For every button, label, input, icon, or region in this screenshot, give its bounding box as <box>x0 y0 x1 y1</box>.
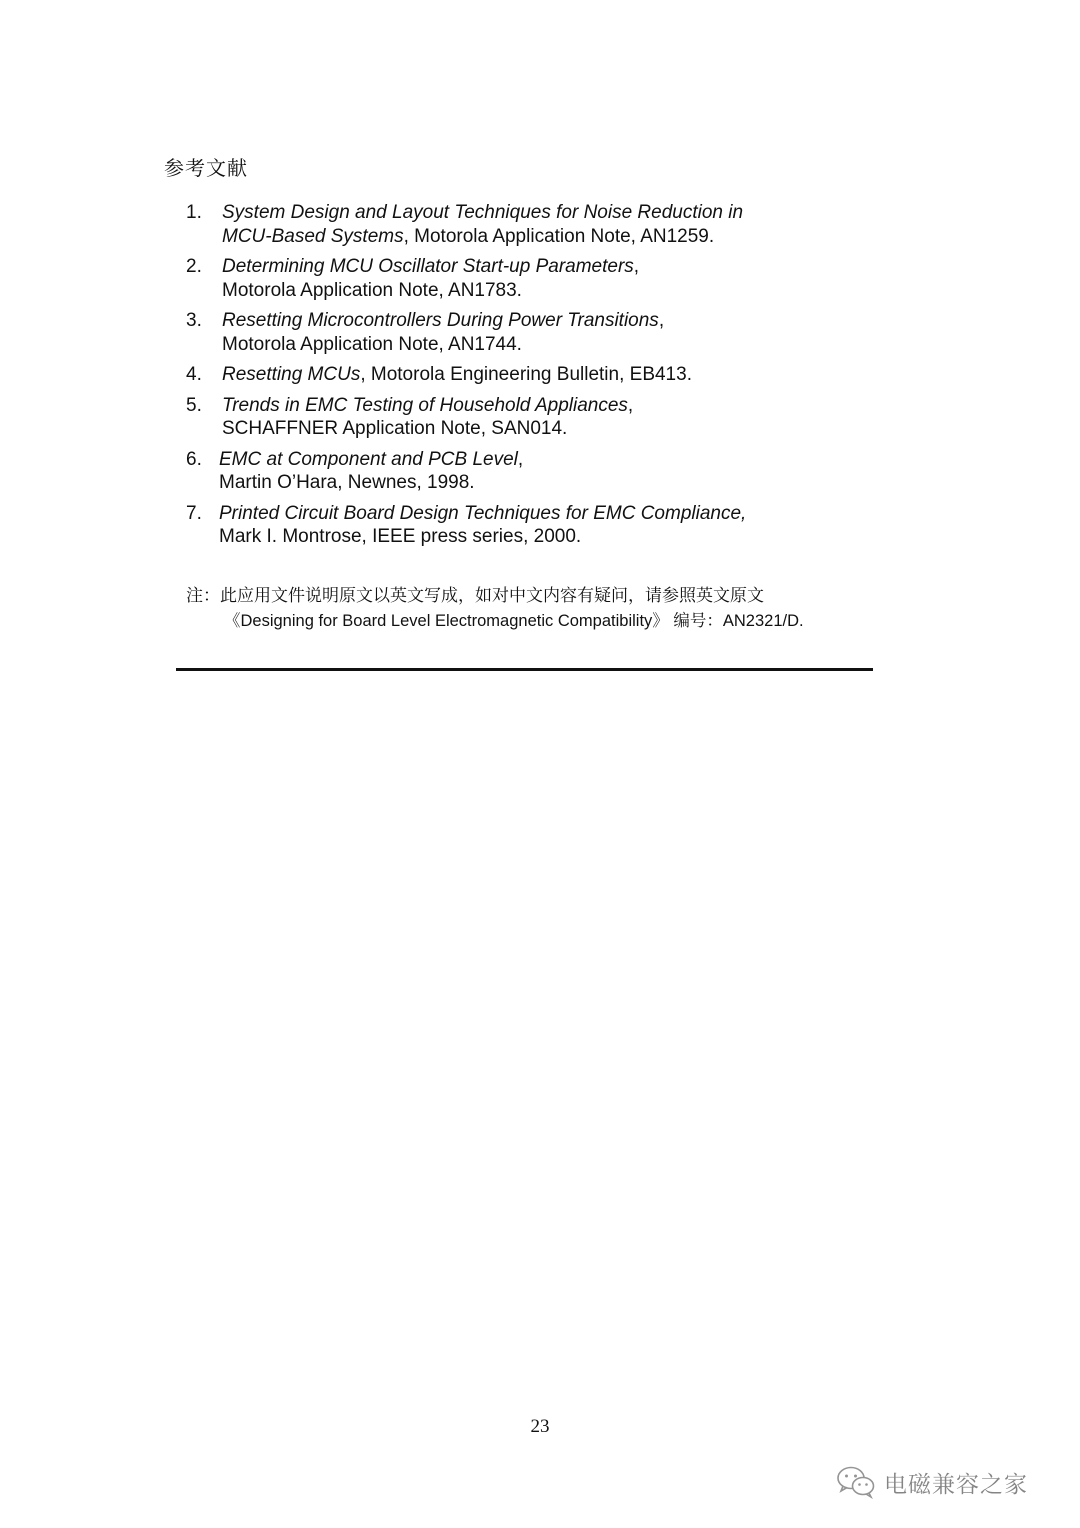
reference-item <box>186 309 826 356</box>
reference-title: Trends in EMC Testing of Household Appliances <box>222 394 628 416</box>
references-heading: 参考文献 <box>164 156 248 180</box>
translation-note <box>186 583 886 634</box>
reference-source: Motorola Application Note, AN1783. <box>222 279 522 301</box>
reference-punct: , <box>627 394 634 416</box>
reference-source: , Motorola Application Note, AN1259. <box>403 225 715 247</box>
reference-source: Mark I. Montrose, IEEE press series, 2000. <box>219 526 582 547</box>
reference-title: Resetting Microcontrollers During Power Transitions <box>222 310 659 331</box>
reference-source: Martin O’Hara, Newnes, 1998. <box>219 472 475 493</box>
reference-item <box>186 394 826 441</box>
reference-number: 4. <box>186 364 202 385</box>
reference-punct: , <box>633 256 640 277</box>
page-number: 23 <box>530 1416 550 1437</box>
reference-source: , Motorola Engineering Bulletin, EB413. <box>360 364 692 385</box>
reference-number: 3. <box>186 310 202 331</box>
reference-number: 5. <box>186 394 202 416</box>
note-line-2: 《Designing for Board Level Electromagnetic Compatibility》 编号：AN2321/D. <box>224 612 804 630</box>
reference-item <box>186 363 826 387</box>
reference-number: 6. <box>186 448 202 470</box>
reference-source: SCHAFFNER Application Note, SAN014. <box>222 418 568 439</box>
reference-punct: , <box>517 448 524 470</box>
reference-item <box>186 201 826 248</box>
reference-title: EMC at Component and PCB Level <box>219 448 518 470</box>
horizontal-rule <box>176 668 873 671</box>
reference-number: 2. <box>186 256 202 277</box>
reference-title: Printed Circuit Board Design Techniques for EMC Compliance, <box>219 502 747 524</box>
reference-title: Determining MCU Oscillator Start-up Parameters <box>222 256 634 277</box>
note-line-1: 注：此应用文件说明原文以英文写成，如对中文内容有疑问，请参照英文原文 <box>186 586 764 606</box>
reference-title: Resetting MCUs <box>222 364 361 385</box>
reference-punct: , <box>658 310 665 331</box>
reference-title: MCU-Based Systems <box>222 225 404 247</box>
reference-item <box>186 448 826 495</box>
reference-item <box>186 255 826 302</box>
reference-list <box>186 201 826 556</box>
watermark-text: 电磁兼容之家 <box>884 1471 1028 1498</box>
reference-source: Motorola Application Note, AN1744. <box>222 333 522 355</box>
watermark <box>836 1462 1028 1502</box>
reference-title: System Design and Layout Techniques for Noise Reduction in <box>222 202 744 223</box>
reference-number: 1. <box>186 202 202 223</box>
reference-number: 7. <box>186 502 202 524</box>
reference-item <box>186 502 826 549</box>
wechat-icon <box>836 1465 876 1499</box>
